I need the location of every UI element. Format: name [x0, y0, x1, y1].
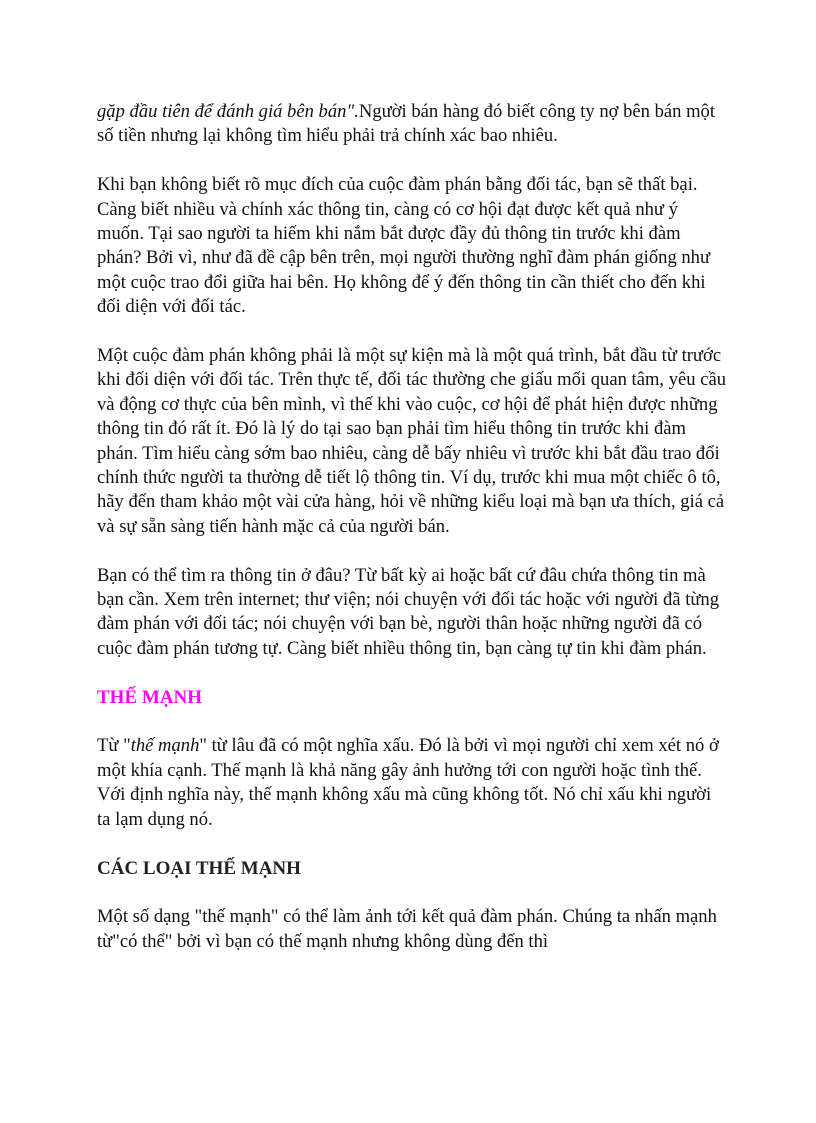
heading-types-of-strength: CÁC LOẠI THẾ MẠNH	[97, 857, 301, 879]
strength-def-before: Từ "	[97, 735, 131, 757]
italic-quote: gặp đầu tiên để đánh giá bên bán".	[97, 101, 359, 122]
heading-strength: THẾ MẠNH	[97, 686, 203, 708]
paragraph-sources: Bạn có thể tìm ra thông tin ở đâu? Từ bất kỳ ai hoặc bất cứ đâu chứa thông tin mà bạn cần. Xem trên internet; thư viện; nói chuyện với đối tác hoặc với người đã từng đàm phán với đối tác; nói chuyện với bạn bè, người thân hoặc những người đã có cuộc đàm phán tương tự. Càng biết nhiều thông tin, bạn càng tự tin khi đàm phán.	[97, 564, 720, 659]
paragraph-intro-text: Người bán hàng đó biết công ty nợ bên bán một số tiền nhưng lại không tìm hiểu phải trả chính xác bao nhiêu.	[97, 101, 716, 147]
strength-def-after: " từ lâu đã có một nghĩa xấu. Đó là bởi vì mọi người chỉ xem xét nó ở một khía cạnh. Thế mạnh là khả năng gây ảnh hưởng tới con người hoặc tình thế. Với định nghĩa này, thế mạnh không xấu mà cũng không tốt. Nó chỉ xấu khi người ta lạm dụng nó.	[97, 735, 719, 830]
paragraph-intro	[97, 100, 727, 149]
document-page	[97, 100, 727, 979]
paragraph-process: Một cuộc đàm phán không phải là một sự kiện mà là một quá trình, bắt đầu từ trước khi đối diện với đối tác. Trên thực tế, đối tác thường che giấu mối quan tâm, yêu cầu và động cơ thực của bên mình, vì thế khi vào cuộc, cơ hội để phát hiện được những thông tin đó rất ít. Đó là lý do tại sao bạn phải tìm hiểu thông tin trước khi đàm phán. Tìm hiểu càng sớm bao nhiêu, càng dễ bấy nhiêu vì trước khi bắt đầu trao đổi chính thức người ta thường dễ tiết lộ thông tin. Ví dụ, trước khi mua một chiếc ô tô, hãy đến tham khảo một vài cửa hàng, hỏi về những kiểu loại mà bạn ưa thích, giá cả và sự sẵn sàng tiến hành mặc cả của người bán.	[97, 345, 727, 537]
paragraph-types: Một số dạng "thế mạnh" có thể làm ảnh tới kết quả đàm phán. Chúng ta nhấn mạnh từ"có thể" bởi vì bạn có thế mạnh nhưng không dùng đến thì	[97, 906, 717, 952]
strength-term-italic: thế mạnh	[130, 735, 200, 757]
paragraph-purpose: Khi bạn không biết rõ mục đích của cuộc đàm phán bằng đối tác, bạn sẽ thất bại. Càng biết nhiều và chính xác thông tin, càng có cơ hội đạt được kết quả như ý muốn. Tại sao người ta hiếm khi nắm bắt được đầy đủ thông tin trước khi đàm phán? Bởi vì, như đã đề cập bên trên, mọi người thường nghĩ đàm phán giống như một cuộc trao đổi giữa hai bên. Họ không để ý đến thông tin cần thiết cho đến khi đối diện với đối tác.	[97, 174, 711, 318]
paragraph-strength-definition	[97, 734, 727, 832]
